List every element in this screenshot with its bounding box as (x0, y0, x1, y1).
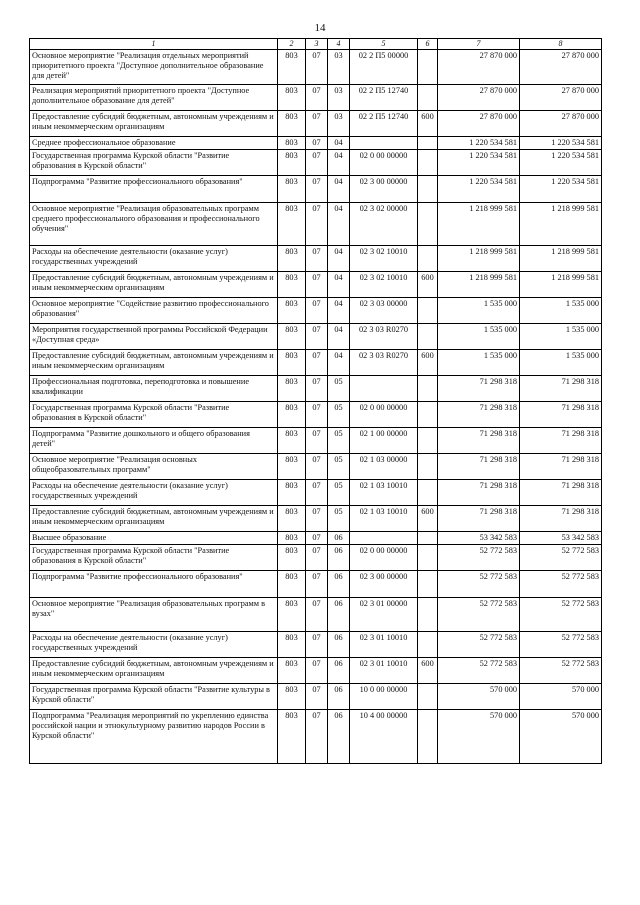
row-amount-8: 1 220 534 581 (520, 137, 602, 150)
row-code-6 (418, 137, 438, 150)
row-amount-7: 71 298 318 (438, 505, 520, 531)
row-code-4: 06 (328, 597, 350, 631)
row-code-2: 803 (278, 175, 306, 202)
row-code-2: 803 (278, 544, 306, 570)
row-code-3: 07 (306, 50, 328, 85)
row-code-3: 07 (306, 375, 328, 401)
row-code-3: 07 (306, 453, 328, 479)
row-name: Подпрограмма "Развитие дошкольного и общего образования детей" (30, 427, 278, 453)
row-code-5: 02 3 01 00000 (350, 597, 418, 631)
row-name: Расходы на обеспечение деятельности (оказание услуг) государственных учреждений (30, 631, 278, 657)
row-code-2: 803 (278, 271, 306, 297)
table-row (30, 683, 602, 709)
table-row (30, 175, 602, 202)
row-code-2: 803 (278, 531, 306, 544)
row-amount-8: 71 298 318 (520, 453, 602, 479)
table-row (30, 149, 602, 175)
row-amount-8: 1 220 534 581 (520, 149, 602, 175)
column-header: 4 (328, 39, 350, 50)
row-code-5: 02 0 00 00000 (350, 401, 418, 427)
row-name: Предоставление субсидий бюджетным, автономным учреждениям и иным некоммерческим организациям (30, 505, 278, 531)
row-name: Государственная программа Курской области "Развитие культуры в Курской области" (30, 683, 278, 709)
row-code-6 (418, 453, 438, 479)
row-code-6 (418, 631, 438, 657)
table-row (30, 631, 602, 657)
row-amount-8: 1 218 999 581 (520, 245, 602, 271)
row-code-5: 02 1 00 00000 (350, 427, 418, 453)
row-code-4: 04 (328, 271, 350, 297)
row-code-2: 803 (278, 111, 306, 137)
row-name: Государственная программа Курской области "Развитие образования в Курской области" (30, 149, 278, 175)
row-code-5: 02 0 00 00000 (350, 544, 418, 570)
row-code-3: 07 (306, 570, 328, 597)
row-code-3: 07 (306, 401, 328, 427)
row-code-2: 803 (278, 375, 306, 401)
row-code-4: 05 (328, 453, 350, 479)
row-code-4: 04 (328, 323, 350, 349)
row-code-3: 07 (306, 544, 328, 570)
row-code-4: 03 (328, 111, 350, 137)
row-code-2: 803 (278, 597, 306, 631)
row-name: Предоставление субсидий бюджетным, автономным учреждениям и иным некоммерческим организациям (30, 349, 278, 375)
row-code-3: 07 (306, 137, 328, 150)
row-amount-7: 71 298 318 (438, 375, 520, 401)
row-amount-8: 52 772 583 (520, 657, 602, 683)
row-name: Основное мероприятие "Содействие развитию профессионального образования" (30, 297, 278, 323)
row-code-2: 803 (278, 323, 306, 349)
row-code-2: 803 (278, 479, 306, 505)
row-code-6 (418, 570, 438, 597)
row-code-4: 05 (328, 505, 350, 531)
row-amount-7: 52 772 583 (438, 570, 520, 597)
row-amount-7: 71 298 318 (438, 427, 520, 453)
row-amount-7: 570 000 (438, 683, 520, 709)
row-code-2: 803 (278, 149, 306, 175)
row-code-2: 803 (278, 427, 306, 453)
row-amount-8: 27 870 000 (520, 111, 602, 137)
table-header-row (30, 39, 602, 50)
page-number: 14 (314, 22, 326, 34)
row-name: Основное мероприятие "Реализация отдельных мероприятий приоритетного проекта "Доступное дополнительное образование для детей" (30, 50, 278, 85)
row-code-3: 07 (306, 709, 328, 763)
table-row (30, 657, 602, 683)
column-header: 5 (350, 39, 418, 50)
row-name: Подпрограмма "Развитие профессионального образования" (30, 570, 278, 597)
row-code-6 (418, 427, 438, 453)
row-code-3: 07 (306, 323, 328, 349)
row-amount-7: 1 218 999 581 (438, 202, 520, 245)
row-amount-8: 71 298 318 (520, 505, 602, 531)
row-amount-7: 52 772 583 (438, 631, 520, 657)
row-amount-7: 52 772 583 (438, 597, 520, 631)
row-amount-7: 27 870 000 (438, 85, 520, 111)
row-name: Мероприятия государственной программы Российской Федерации «Доступная среда» (30, 323, 278, 349)
row-amount-8: 71 298 318 (520, 401, 602, 427)
row-code-3: 07 (306, 175, 328, 202)
row-code-5: 02 2 П5 12740 (350, 111, 418, 137)
row-code-4: 06 (328, 683, 350, 709)
row-code-6: 600 (418, 271, 438, 297)
row-code-3: 07 (306, 202, 328, 245)
row-code-5: 02 3 03 R0270 (350, 349, 418, 375)
table-row (30, 709, 602, 763)
column-header: 6 (418, 39, 438, 50)
table-row (30, 401, 602, 427)
row-code-4: 05 (328, 479, 350, 505)
row-code-5 (350, 531, 418, 544)
row-code-4: 05 (328, 401, 350, 427)
row-code-3: 07 (306, 149, 328, 175)
table-row (30, 597, 602, 631)
row-code-2: 803 (278, 657, 306, 683)
row-code-2: 803 (278, 401, 306, 427)
row-code-6 (418, 709, 438, 763)
row-code-2: 803 (278, 349, 306, 375)
row-amount-7: 71 298 318 (438, 453, 520, 479)
row-code-2: 803 (278, 570, 306, 597)
row-code-6 (418, 401, 438, 427)
row-name: Расходы на обеспечение деятельности (оказание услуг) государственных учреждений (30, 245, 278, 271)
row-amount-8: 71 298 318 (520, 375, 602, 401)
row-amount-8: 53 342 583 (520, 531, 602, 544)
row-code-2: 803 (278, 297, 306, 323)
row-amount-7: 27 870 000 (438, 50, 520, 85)
row-code-2: 803 (278, 137, 306, 150)
row-code-3: 07 (306, 505, 328, 531)
table-row (30, 271, 602, 297)
row-code-5: 02 3 03 00000 (350, 297, 418, 323)
row-code-6 (418, 50, 438, 85)
row-code-6 (418, 297, 438, 323)
row-name: Расходы на обеспечение деятельности (оказание услуг) государственных учреждений (30, 479, 278, 505)
row-code-4: 06 (328, 631, 350, 657)
row-code-3: 07 (306, 245, 328, 271)
row-amount-8: 1 218 999 581 (520, 271, 602, 297)
row-amount-8: 1 535 000 (520, 323, 602, 349)
row-amount-7: 1 220 534 581 (438, 137, 520, 150)
row-code-3: 07 (306, 271, 328, 297)
table-row (30, 137, 602, 150)
row-code-4: 06 (328, 709, 350, 763)
table-row (30, 111, 602, 137)
table-row (30, 349, 602, 375)
table-row (30, 85, 602, 111)
row-name: Государственная программа Курской области "Развитие образования в Курской области" (30, 544, 278, 570)
row-code-5: 02 1 03 00000 (350, 453, 418, 479)
row-code-4: 05 (328, 427, 350, 453)
row-code-5: 02 3 01 10010 (350, 631, 418, 657)
row-code-5: 02 1 03 10010 (350, 479, 418, 505)
row-amount-7: 71 298 318 (438, 401, 520, 427)
row-code-5: 02 3 02 10010 (350, 245, 418, 271)
row-code-2: 803 (278, 453, 306, 479)
row-amount-8: 52 772 583 (520, 570, 602, 597)
row-amount-8: 1 535 000 (520, 297, 602, 323)
row-code-6 (418, 323, 438, 349)
row-amount-8: 1 220 534 581 (520, 175, 602, 202)
row-amount-7: 1 218 999 581 (438, 245, 520, 271)
row-amount-7: 71 298 318 (438, 479, 520, 505)
row-amount-8: 1 535 000 (520, 349, 602, 375)
row-code-5: 02 3 00 00000 (350, 175, 418, 202)
row-name: Государственная программа Курской области "Развитие образования в Курской области" (30, 401, 278, 427)
row-code-5: 10 4 00 00000 (350, 709, 418, 763)
row-amount-7: 53 342 583 (438, 531, 520, 544)
row-amount-8: 570 000 (520, 683, 602, 709)
row-code-3: 07 (306, 657, 328, 683)
row-code-4: 04 (328, 297, 350, 323)
row-amount-7: 1 535 000 (438, 349, 520, 375)
row-code-5: 02 3 00 00000 (350, 570, 418, 597)
row-amount-7: 1 535 000 (438, 297, 520, 323)
row-code-2: 803 (278, 50, 306, 85)
row-code-4: 03 (328, 50, 350, 85)
row-name: Подпрограмма "Реализация мероприятий по укреплению единства российской нации и этнокультурному развитию народов России в Курской области" (30, 709, 278, 763)
row-name: Основное мероприятие "Реализация основных общеобразовательных программ" (30, 453, 278, 479)
row-amount-7: 1 220 534 581 (438, 175, 520, 202)
row-code-4: 04 (328, 349, 350, 375)
column-header: 3 (306, 39, 328, 50)
row-code-6: 600 (418, 349, 438, 375)
row-code-4: 04 (328, 149, 350, 175)
table-row (30, 427, 602, 453)
table-row (30, 570, 602, 597)
row-code-2: 803 (278, 631, 306, 657)
row-code-4: 06 (328, 544, 350, 570)
row-code-6 (418, 597, 438, 631)
row-amount-7: 52 772 583 (438, 657, 520, 683)
row-code-5: 02 2 П5 12740 (350, 85, 418, 111)
row-code-6 (418, 531, 438, 544)
row-code-4: 03 (328, 85, 350, 111)
row-code-3: 07 (306, 531, 328, 544)
row-amount-7: 52 772 583 (438, 544, 520, 570)
row-code-6 (418, 149, 438, 175)
row-code-2: 803 (278, 85, 306, 111)
row-amount-7: 1 218 999 581 (438, 271, 520, 297)
row-code-6: 600 (418, 505, 438, 531)
row-code-6: 600 (418, 657, 438, 683)
row-code-6: 600 (418, 111, 438, 137)
row-code-5 (350, 137, 418, 150)
row-amount-8: 1 218 999 581 (520, 202, 602, 245)
row-name: Основное мероприятие "Реализация образовательных программ в вузах" (30, 597, 278, 631)
row-code-4: 04 (328, 202, 350, 245)
row-code-5: 02 1 03 10010 (350, 505, 418, 531)
row-code-5: 02 3 02 10010 (350, 271, 418, 297)
row-amount-7: 27 870 000 (438, 111, 520, 137)
row-amount-8: 570 000 (520, 709, 602, 763)
row-amount-7: 570 000 (438, 709, 520, 763)
table-row (30, 544, 602, 570)
row-name: Предоставление субсидий бюджетным, автономным учреждениям и иным некоммерческим организациям (30, 271, 278, 297)
row-name: Профессиональная подготовка, переподготовка и повышение квалификации (30, 375, 278, 401)
row-code-4: 06 (328, 657, 350, 683)
row-amount-8: 27 870 000 (520, 85, 602, 111)
row-code-5: 02 2 П5 00000 (350, 50, 418, 85)
row-code-4: 06 (328, 570, 350, 597)
row-amount-8: 71 298 318 (520, 479, 602, 505)
row-code-5: 02 3 02 00000 (350, 202, 418, 245)
table-row (30, 375, 602, 401)
column-header: 8 (520, 39, 602, 50)
row-name: Предоставление субсидий бюджетным, автономным учреждениям и иным некоммерческим организациям (30, 657, 278, 683)
table-body (30, 50, 602, 764)
row-name: Основное мероприятие "Реализация образовательных программ среднего профессионального образования и профессионального обучения" (30, 202, 278, 245)
row-amount-8: 52 772 583 (520, 597, 602, 631)
row-code-3: 07 (306, 631, 328, 657)
row-code-2: 803 (278, 245, 306, 271)
row-code-6 (418, 175, 438, 202)
table-row (30, 297, 602, 323)
row-name: Подпрограмма "Развитие профессионального образования" (30, 175, 278, 202)
row-amount-8: 71 298 318 (520, 427, 602, 453)
row-code-6 (418, 544, 438, 570)
row-code-5: 02 3 01 10010 (350, 657, 418, 683)
row-code-4: 04 (328, 175, 350, 202)
row-code-6 (418, 202, 438, 245)
row-name: Среднее профессиональное образование (30, 137, 278, 150)
row-amount-7: 1 220 534 581 (438, 149, 520, 175)
table-row (30, 50, 602, 85)
table-row (30, 453, 602, 479)
row-code-3: 07 (306, 85, 328, 111)
row-code-6 (418, 479, 438, 505)
row-code-2: 803 (278, 202, 306, 245)
row-code-4: 04 (328, 137, 350, 150)
row-amount-8: 52 772 583 (520, 544, 602, 570)
column-header: 1 (30, 39, 278, 50)
row-code-3: 07 (306, 349, 328, 375)
budget-table (29, 38, 602, 764)
row-amount-8: 52 772 583 (520, 631, 602, 657)
row-name: Предоставление субсидий бюджетным, автономным учреждениям и иным некоммерческим организациям (30, 111, 278, 137)
row-code-2: 803 (278, 683, 306, 709)
row-code-5 (350, 375, 418, 401)
table-row (30, 323, 602, 349)
table-row (30, 505, 602, 531)
row-code-6 (418, 683, 438, 709)
row-code-3: 07 (306, 111, 328, 137)
row-code-3: 07 (306, 479, 328, 505)
row-code-5: 02 0 00 00000 (350, 149, 418, 175)
row-code-4: 04 (328, 245, 350, 271)
row-code-6 (418, 375, 438, 401)
row-code-3: 07 (306, 683, 328, 709)
row-code-3: 07 (306, 597, 328, 631)
row-code-4: 06 (328, 531, 350, 544)
row-amount-7: 1 535 000 (438, 323, 520, 349)
row-code-5: 02 3 03 R0270 (350, 323, 418, 349)
row-code-2: 803 (278, 709, 306, 763)
table-row (30, 245, 602, 271)
row-code-4: 05 (328, 375, 350, 401)
row-code-5: 10 0 00 00000 (350, 683, 418, 709)
row-code-3: 07 (306, 427, 328, 453)
row-code-6 (418, 85, 438, 111)
row-amount-8: 27 870 000 (520, 50, 602, 85)
column-header: 2 (278, 39, 306, 50)
row-name: Высшее образование (30, 531, 278, 544)
table-row (30, 479, 602, 505)
table-row (30, 531, 602, 544)
row-name: Реализация мероприятий приоритетного проекта "Доступное дополнительное образование для детей" (30, 85, 278, 111)
row-code-3: 07 (306, 297, 328, 323)
row-code-6 (418, 245, 438, 271)
column-header: 7 (438, 39, 520, 50)
table-row (30, 202, 602, 245)
row-code-2: 803 (278, 505, 306, 531)
